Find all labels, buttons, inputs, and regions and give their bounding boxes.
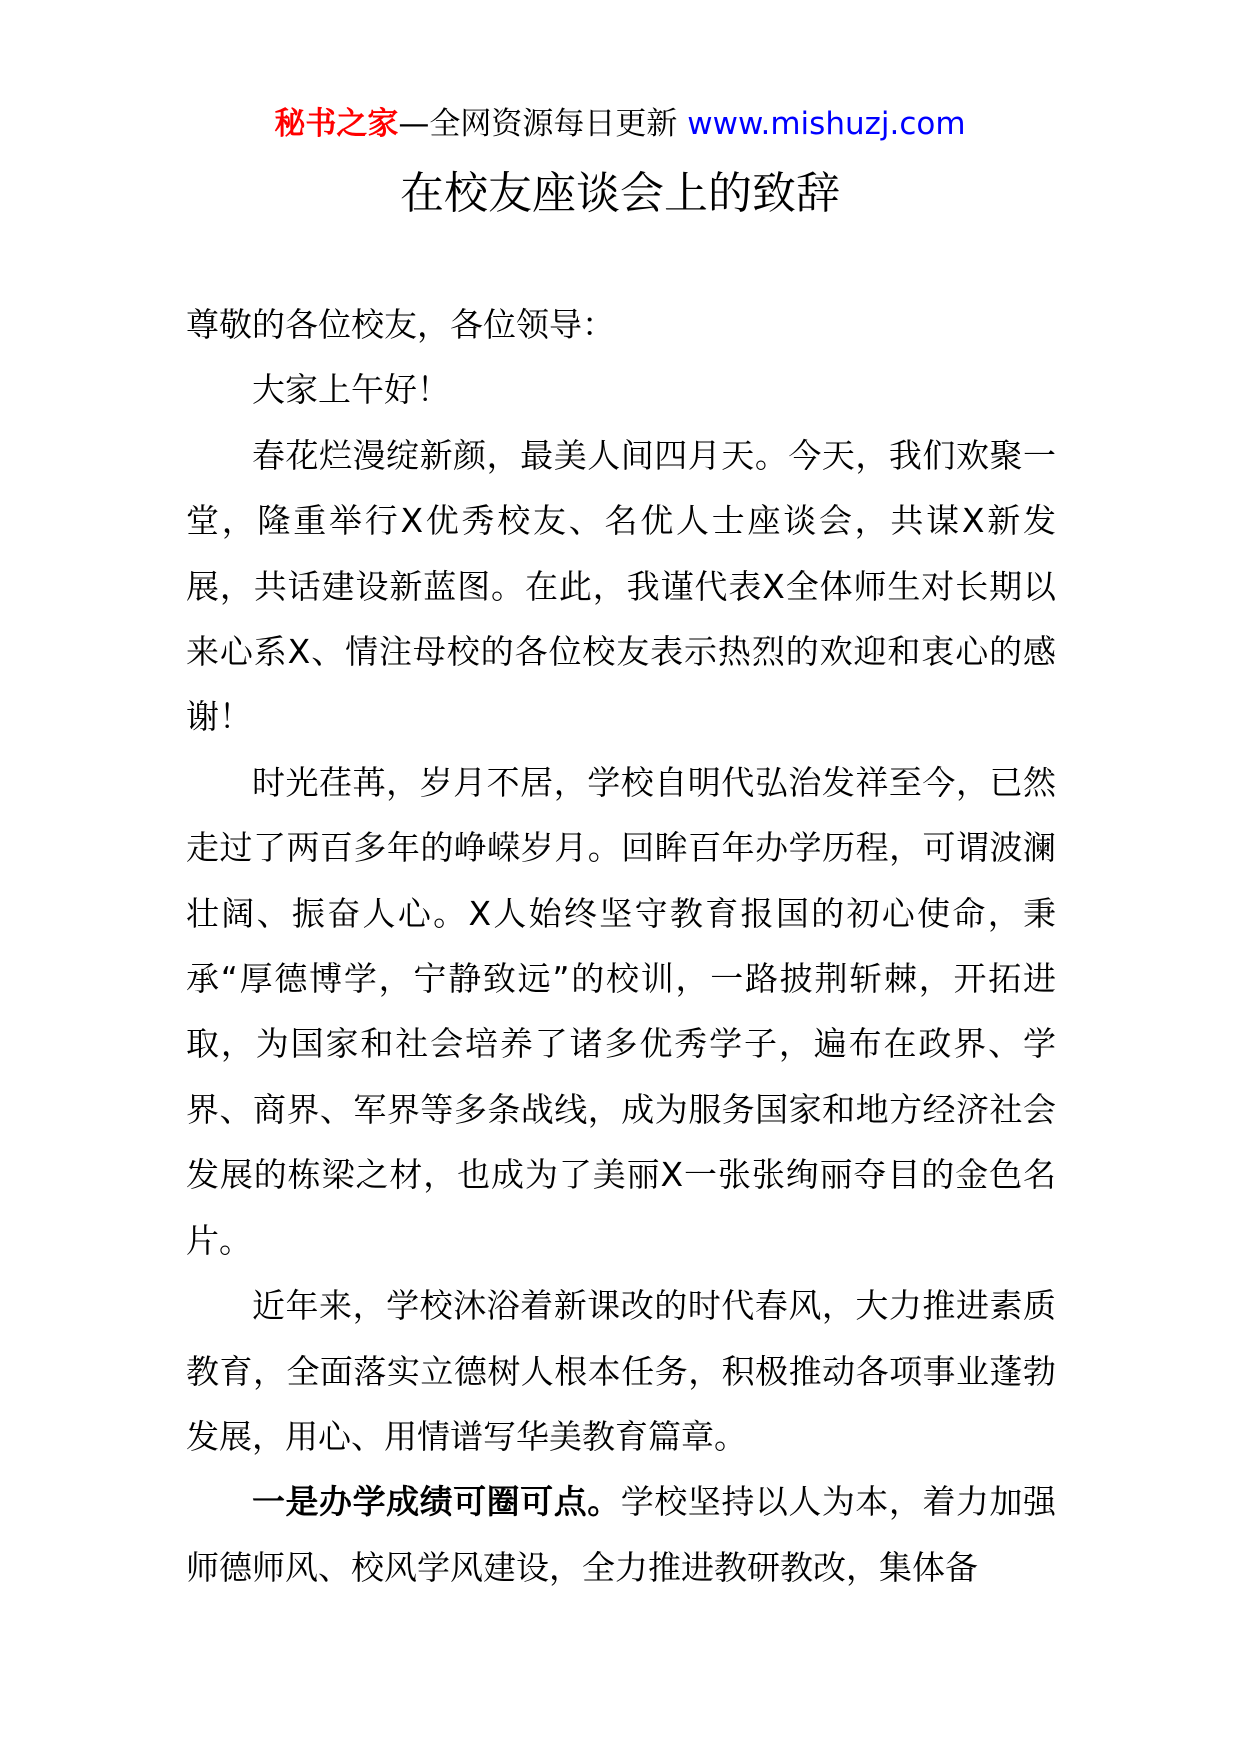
site-link[interactable]: www.mishuzj.com [687,106,966,142]
document-body [186,292,1056,1600]
paragraph-achievements [186,1469,1056,1600]
site-header [0,104,1240,144]
paragraph-recent-years: 近年来，学校沐浴着新课改的时代春风，大力推进素质教育，全面落实立德树人根本任务，积极推动各项事业蓬勃发展，用心、用情谱写华美教育篇章。 [186,1286,1056,1456]
achievements-lead: 一是办学成绩可圈可点。 [252,1482,621,1522]
paragraph-welcome: 春花烂漫绽新颜，最美人间四月天。今天，我们欢聚一堂，隆重举行X优秀校友、名优人士座谈会，共谋X新发展，共话建设新蓝图。在此，我谨代表X全体师生对长期以来心系X、情注母校的各位校友表示热烈的欢迎和衷心的感谢！ [186,435,1056,737]
header-tagline: —全网资源每日更新 [398,106,688,142]
brand-name: 秘书之家 [274,106,399,142]
document-title: 在校友座谈会上的致辞 [400,168,840,219]
paragraph-greeting: 大家上午好！ [252,370,450,410]
salutation: 尊敬的各位校友，各位领导： [186,305,615,344]
paragraph-history: 时光荏苒，岁月不居，学校自明代弘治发祥至今，已然走过了两百多年的峥嵘岁月。回眸百年办学历程，可谓波澜壮阔、振奋人心。X人始终坚守教育报国的初心使命，秉承“厚德博学，宁静致远”的校训，一路披荆斩棘，开拓进取，为国家和社会培养了诸多优秀学子，遍布在政界、学界、商界、军界等多条战线，成为服务国家和地方经济社会发展的栋梁之材，也成为了美丽X一张张绚丽夺目的金色名片。 [186,762,1056,1260]
achievements-text: 学校坚持以人为本，着力加强师德师风、校风学风建设，全力推进教研教改，集体备 [186,1482,1057,1587]
